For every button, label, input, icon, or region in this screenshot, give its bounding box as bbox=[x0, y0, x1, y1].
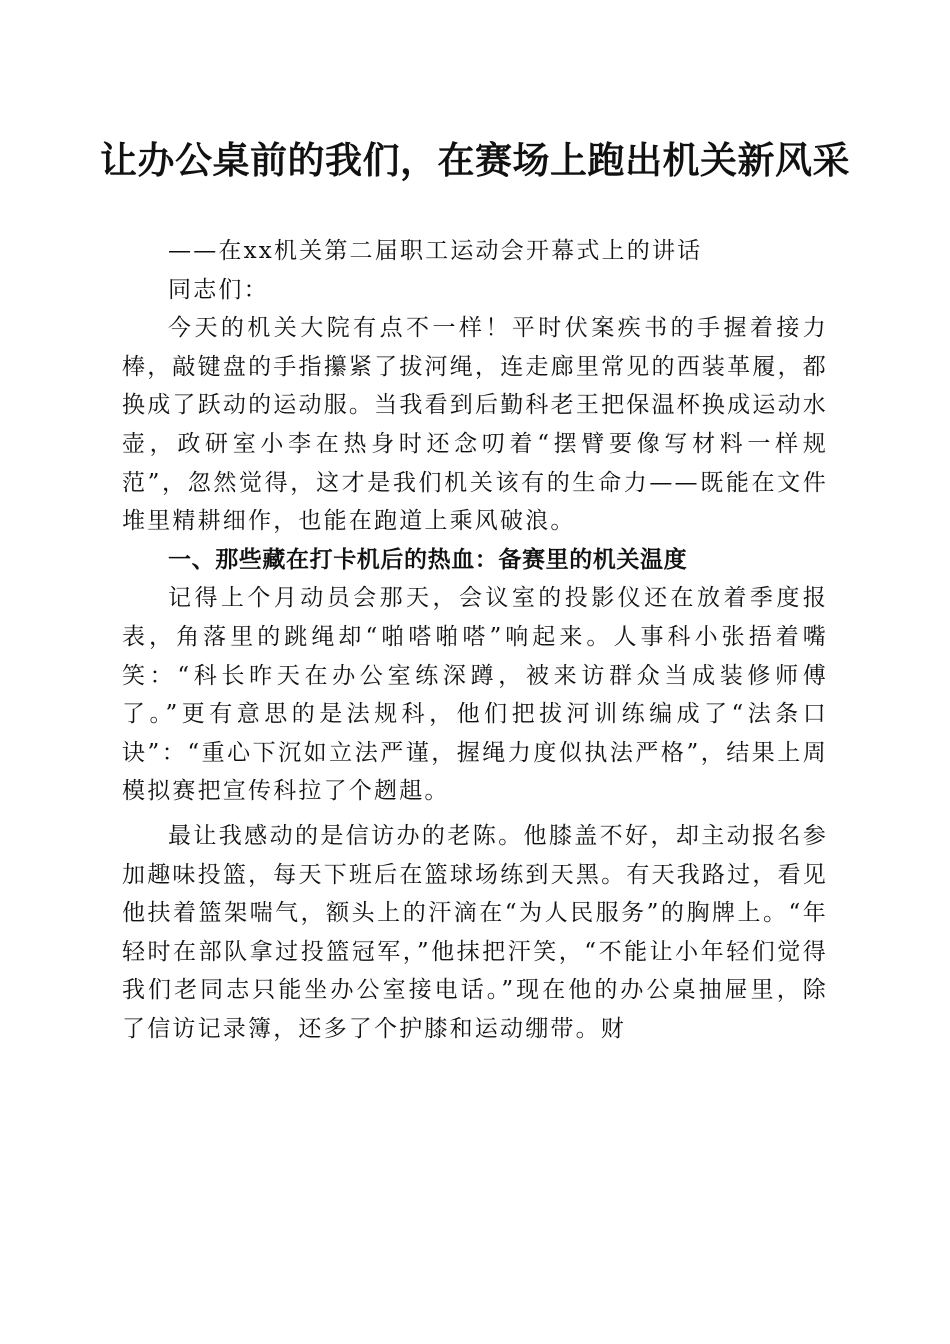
paragraph-opening: 今天的机关大院有点不一样！平时伏案疾书的手握着接力棒，敲键盘的手指攥紧了拔河绳，连走廊里常见的西装革履，都换成了跃动的运动服。当我看到后勤科老王把保温杯换成运动水壶，政研室小李在热身时还念叨着“摆臂要像写材料一样规范”，忽然觉得，这才是我们机关该有的生命力——既能在文件堆里精耕细作，也能在跑道上乘风破浪。 bbox=[122, 315, 828, 535]
document-body bbox=[122, 232, 828, 1048]
section-heading-1: 一、那些藏在打卡机后的热血：备赛里的机关温度 bbox=[168, 546, 688, 573]
paragraph-old-chen: 最让我感动的是信访办的老陈。他膝盖不好，却主动报名参加趣味投篮，每天下班后在篮球场练到天黑。有天我路过，看见他扶着篮架喘气，额头上的汗滴在“为人民服务”的胸牌上。“年轻时在部队拿过投篮冠军，”他抹把汗笑，“不能让小年轻们觉得我们老同志只能坐办公室接电话。”现在他的办公桌抽屉里，除了信访记录簿，还多了个护膝和运动绷带。财 bbox=[122, 822, 828, 1042]
paragraph-preparation: 记得上个月动员会那天，会议室的投影仪还在放着季度报表，角落里的跳绳却“啪嗒啪嗒”响起来。人事科小张捂着嘴笑：“科长昨天在办公室练深蹲，被来访群众当成装修师傅了。”更有意思的是法规科，他们把拔河训练编成了“法条口诀”：“重心下沉如立法严谨，握绳力度似执法严格”，结果上周模拟赛把宣传科拉了个趔趄。 bbox=[122, 585, 828, 805]
salutation: 同志们： bbox=[168, 276, 269, 303]
subtitle: ——在xx机关第二届职工运动会开幕式上的讲话 bbox=[168, 238, 703, 264]
document-title: 让办公桌前的我们，在赛场上跑出机关新风采 bbox=[100, 138, 850, 182]
